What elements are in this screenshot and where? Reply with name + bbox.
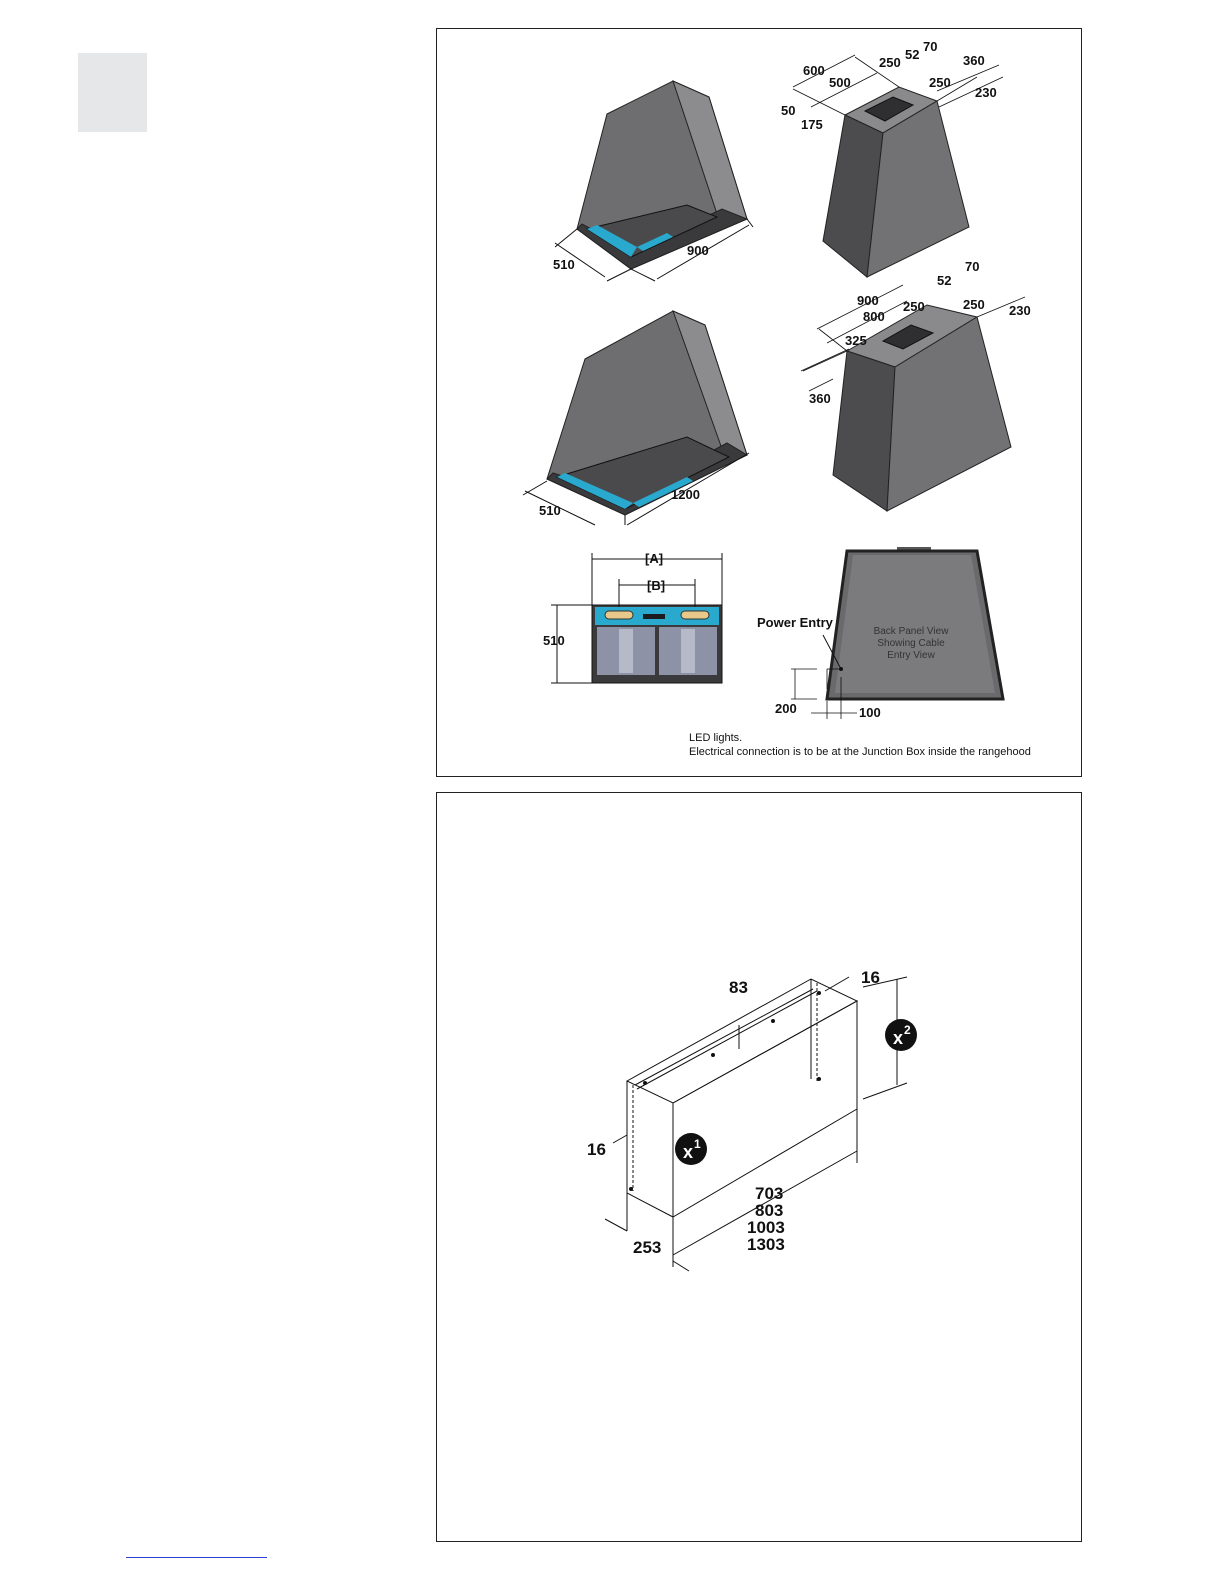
top-view-900-dim-175: 175 bbox=[801, 117, 823, 132]
note-led-lights: LED lights. bbox=[689, 732, 743, 744]
qty-front-label: x bbox=[683, 1142, 694, 1162]
top-view-1200-dim-900: 900 bbox=[857, 293, 879, 308]
back-panel-caption-1: Back Panel View bbox=[873, 626, 949, 637]
top-view-1200-dim-360: 360 bbox=[809, 391, 831, 406]
top-view-900-dim-50: 50 bbox=[781, 103, 796, 118]
flue-cover-drawing bbox=[437, 793, 1083, 1543]
top-view-1200-dim-250-left: 250 bbox=[903, 299, 925, 314]
qty-side-sup: 2 bbox=[904, 1023, 911, 1037]
top-view-1200-dim-70: 70 bbox=[965, 259, 980, 274]
top-view-900-dim-250-left: 250 bbox=[879, 55, 901, 70]
page-tab-marker bbox=[78, 53, 147, 132]
top-view-1200-dim-250-right: 250 bbox=[963, 297, 985, 312]
flue-cover-panel bbox=[436, 792, 1082, 1542]
back-panel-dim-100: 100 bbox=[859, 705, 881, 720]
top-view-1200-dim-230: 230 bbox=[1009, 303, 1031, 318]
hood-1200-depth-label: 510 bbox=[539, 503, 561, 518]
hood-900-width-label: 900 bbox=[687, 243, 709, 258]
back-panel-caption-3: Entry View bbox=[887, 650, 935, 661]
power-entry-label: Power Entry bbox=[757, 615, 833, 630]
top-view-900-dim-52: 52 bbox=[905, 47, 920, 62]
top-view-900-dim-500: 500 bbox=[829, 75, 851, 90]
hood-dimensions-panel bbox=[436, 28, 1082, 777]
note-electrical-connection: Electrical connection is to be at the Junction Box inside the rangehood bbox=[689, 746, 1031, 758]
qty-front-sup: 1 bbox=[694, 1137, 701, 1151]
top-view-900-drawing bbox=[793, 55, 1003, 277]
front-view-drawing bbox=[551, 553, 722, 683]
top-view-900-dim-600: 600 bbox=[803, 63, 825, 78]
top-view-1200-drawing bbox=[801, 285, 1025, 511]
top-view-900-dim-70: 70 bbox=[923, 39, 938, 54]
footer-link-underline[interactable] bbox=[126, 1557, 267, 1558]
front-view-dim-a: [A] bbox=[645, 551, 664, 566]
back-panel-caption-2: Showing Cable bbox=[877, 638, 945, 649]
top-view-900-dim-360: 360 bbox=[963, 53, 985, 68]
flue-length-1003: 1003 bbox=[747, 1218, 785, 1237]
hood-1200-width-label: 1200 bbox=[671, 487, 700, 502]
flue-dim-253: 253 bbox=[633, 1238, 662, 1257]
flue-length-703: 703 bbox=[755, 1184, 784, 1203]
top-view-900-dim-250-right: 250 bbox=[929, 75, 951, 90]
hood-dimensions-drawing bbox=[437, 29, 1083, 778]
top-view-900-dim-230: 230 bbox=[975, 85, 997, 100]
flue-dim-83: 83 bbox=[729, 978, 748, 997]
hood-900-depth-label: 510 bbox=[553, 257, 575, 272]
front-view-height: 510 bbox=[543, 633, 565, 648]
flue-dim-16-left: 16 bbox=[587, 1140, 606, 1159]
front-view-dim-b: [B] bbox=[647, 578, 666, 593]
top-view-1200-dim-52: 52 bbox=[937, 273, 952, 288]
qty-side-label: x bbox=[893, 1028, 904, 1048]
top-view-1200-dim-325: 325 bbox=[845, 333, 867, 348]
hood-1200-iso-view bbox=[523, 311, 749, 525]
flue-length-1303: 1303 bbox=[747, 1235, 785, 1254]
top-view-1200-dim-800: 800 bbox=[863, 309, 885, 324]
flue-length-803: 803 bbox=[755, 1201, 784, 1220]
back-panel-dim-200: 200 bbox=[775, 701, 797, 716]
hood-900-iso-view bbox=[555, 81, 753, 281]
flue-dim-16-right: 16 bbox=[861, 968, 880, 987]
